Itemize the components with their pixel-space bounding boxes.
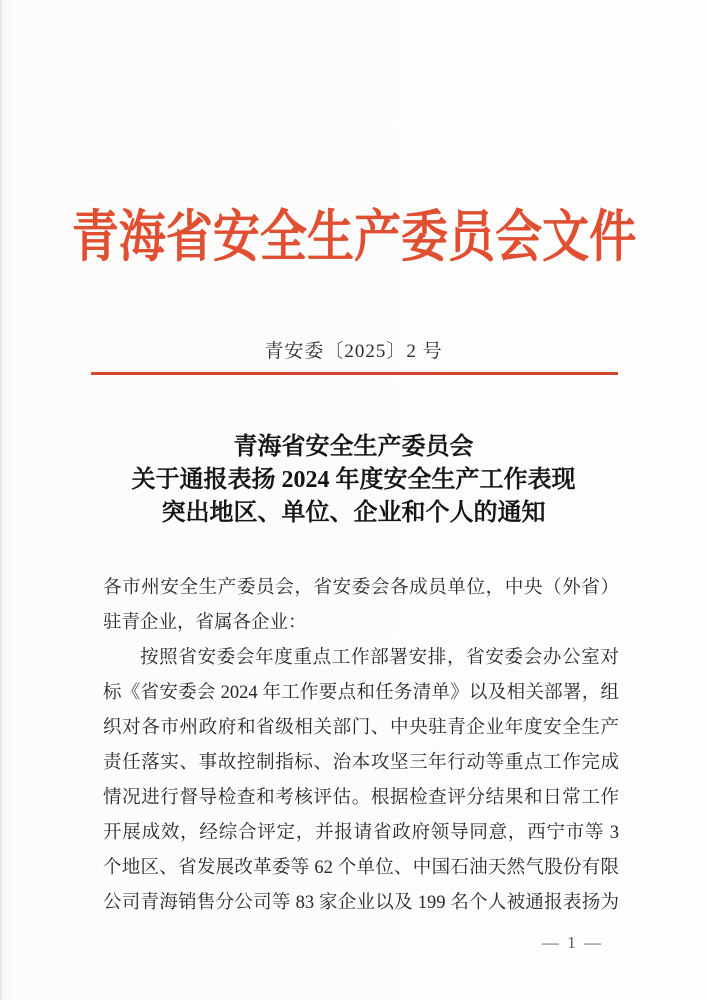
body-line: 开展成效，经综合评定，并报请省政府领导同意，西宁市等 3 [103,823,619,843]
notice-title-line-1: 青海省安全生产委员会 [233,434,474,460]
body-line: 个地区、省发展改革委等 62 个单位、中国石油天然气股份有限 [103,858,619,878]
body-line: 情况进行督导检查和考核评估。根据检查评分结果和日常工作 [103,788,619,808]
body-line: 驻青企业，省属各企业： [103,613,307,633]
body-line: 公司青海销售分公司等 83 家企业以及 199 名个人被通报表扬为 [103,893,619,913]
document-red-letterhead [0,198,707,278]
notice-body [103,571,619,921]
body-line: 责任落实、事故控制指标、治本攻坚三年行动等重点工作完成 [103,753,619,773]
body-line: 按照省安委会年度重点工作部署安排，省安委会办公室对 [140,648,619,668]
document-number: 青安委〔2025〕2 号 [264,341,443,362]
page-number: — 1 — [542,933,603,952]
letterhead-text: 青海省安全生产委员会文件 [71,207,636,269]
notice-title-line-2: 关于通报表扬 2024 年度安全生产工作表现 [131,467,576,493]
red-divider-line [91,372,618,375]
body-line: 各市州安全生产委员会，省安委会各成员单位，中央（外省） [103,578,619,598]
body-line: 织对各市州政府和省级相关部门、中央驻青企业年度安全生产 [103,718,619,738]
body-line: 标《省安委会 2024 年工作要点和任务清单》以及相关部署，组 [103,683,619,703]
notice-title-line-3: 突出地区、单位、企业和个人的通知 [161,500,546,526]
notice-title [0,431,707,530]
